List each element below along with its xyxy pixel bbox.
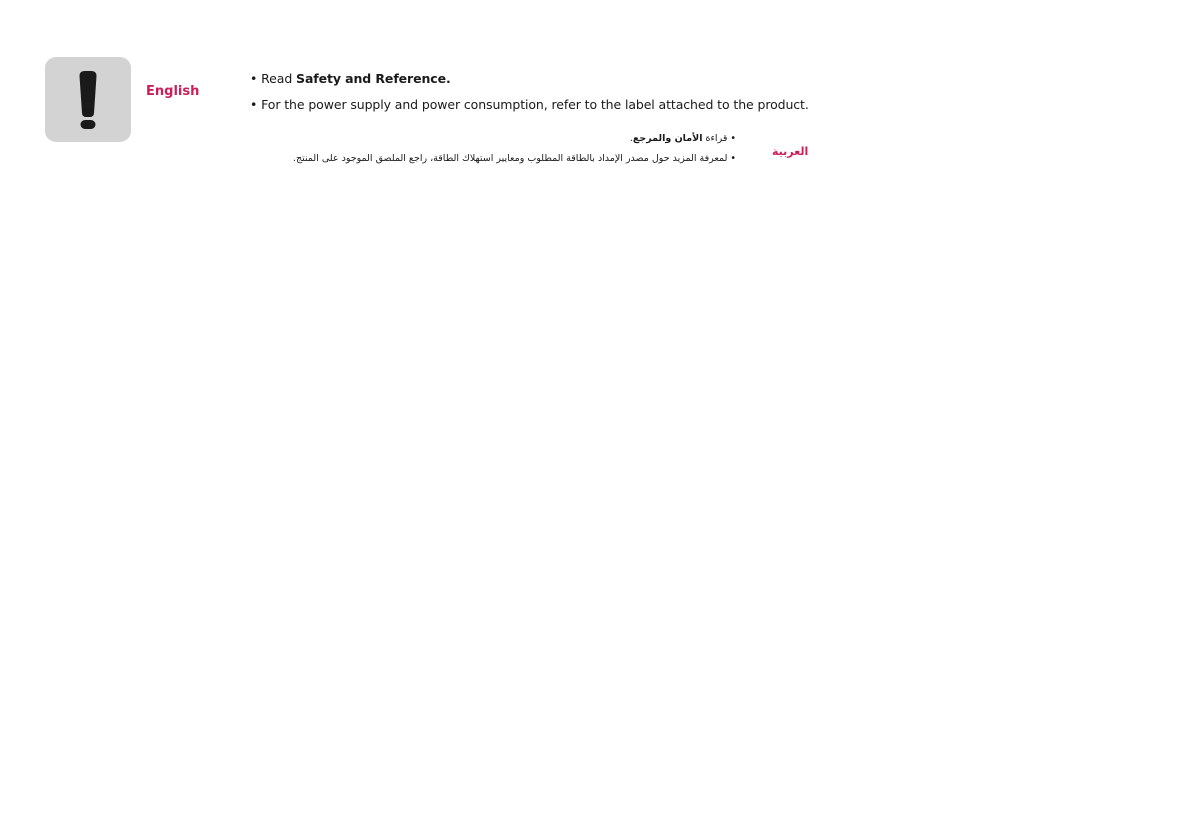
document-title: Safety and Reference. [296, 71, 451, 86]
language-label-english: English [146, 84, 200, 99]
warning-icon-box [45, 57, 131, 142]
instruction-text: For the power supply and power consumption, refer to the label attached to the product. [261, 97, 809, 112]
language-label-arabic: العربية [772, 145, 809, 158]
arabic-instruction-power [293, 153, 736, 164]
bullet: • [730, 153, 736, 164]
exclamation-mark-icon [45, 57, 131, 142]
english-instruction-read-safety [250, 71, 451, 86]
bullet: • [730, 133, 736, 144]
bullet: • [250, 71, 258, 86]
english-instruction-power [250, 97, 809, 112]
bullet: • [250, 97, 258, 112]
period: . [629, 133, 633, 144]
instruction-text: قراءة [702, 133, 728, 144]
instruction-text: لمعرفة المزيد حول مصدر الإمداد بالطاقة المطلوب ومعايير استهلاك الطاقة، راجع الملصق الموجود على المنتج. [292, 153, 728, 164]
document-title: الأمان والمرجع [632, 133, 703, 144]
instruction-text: Read [261, 71, 297, 86]
arabic-instruction-read-safety [630, 133, 736, 144]
